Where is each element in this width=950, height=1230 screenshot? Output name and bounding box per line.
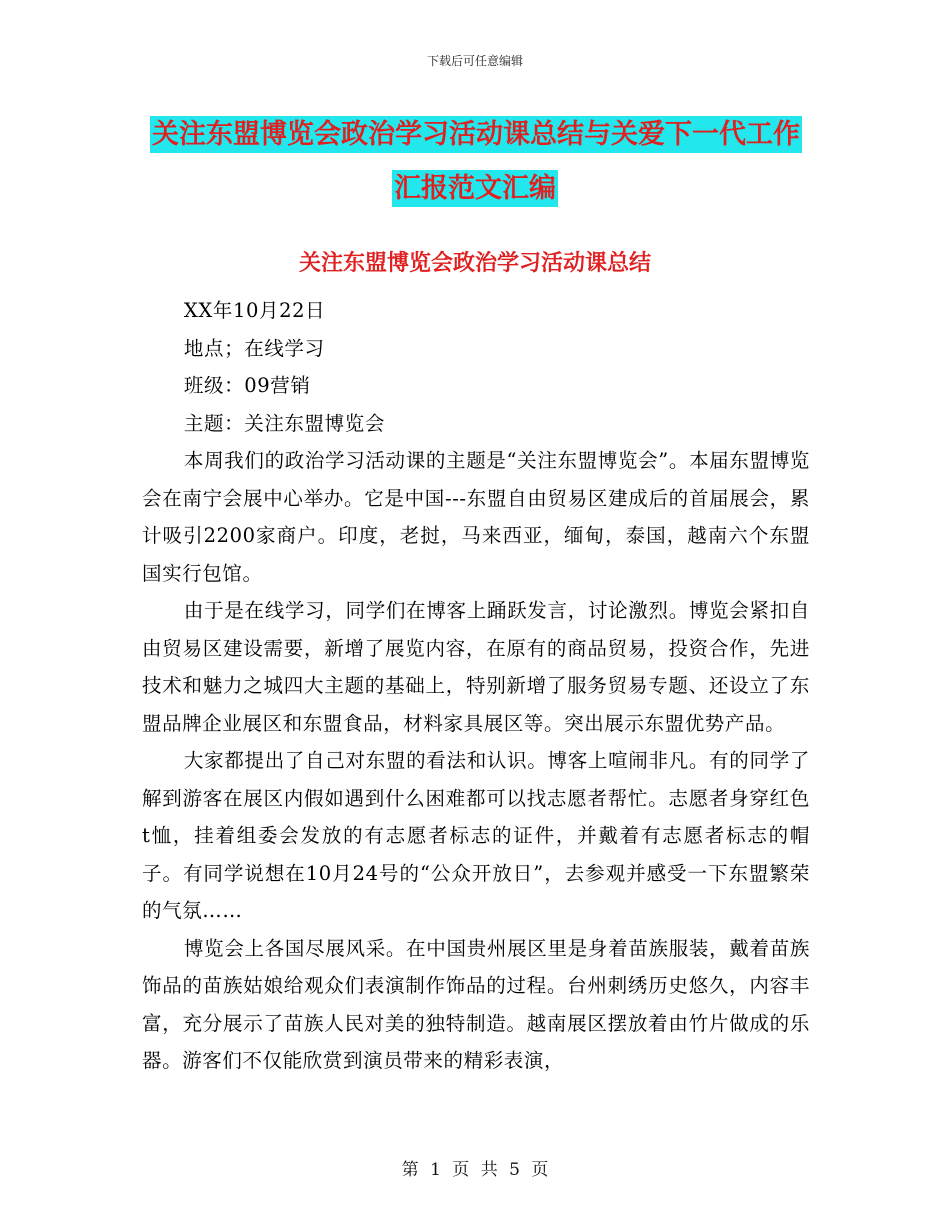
document-title — [150, 108, 800, 216]
document-title-text: 关注东盟博览会政治学习活动课总结与关爱下一代工作汇报范文汇编 — [150, 116, 802, 207]
document-body — [142, 292, 810, 1080]
meta-date: XX年10月22日 — [183, 299, 326, 322]
paragraph: 博览会上各国尽展风采。在中国贵州展区里是身着苗族服装，戴着苗族饰品的苗族姑娘给观众们表演制作饰品的过程。台州刺绣历史悠久，内容丰富，充分展示了苗族人民对美的独特制造。越南展区摆放着由竹片做成的乐器。游客们不仅能欣赏到演员带来的精彩表演， — [142, 936, 810, 1072]
paragraph: 本周我们的政治学习活动课的主题是“关注东盟博览会”。本届东盟博览会在南宁会展中心举办。它是中国---东盟自由贸易区建成后的首届展会，累计吸引2200家商户。印度，老挝，马来西亚，缅甸，泰国，越南六个东盟国实行包馆。 — [142, 449, 810, 585]
paragraph: 由于是在线学习，同学们在博客上踊跃发言，讨论激烈。博览会紧扣自由贸易区建设需要，新增了展览内容，在原有的商品贸易，投资合作，先进技术和魅力之城四大主题的基础上，特别新增了服务贸易专题、还设立了东盟品牌企业展区和东盟食品，材料家具展区等。突出展示东盟优势产品。 — [142, 599, 810, 735]
header-note: 下载后可任意编辑 — [426, 54, 523, 68]
meta-class: 班级：09营销 — [183, 374, 311, 397]
meta-location: 地点；在线学习 — [183, 336, 325, 360]
section-title: 关注东盟博览会政治学习活动课总结 — [298, 251, 651, 276]
page-number-footer: 第 1 页 共 5 页 — [401, 1160, 549, 1180]
paragraph: 大家都提出了自己对东盟的看法和认识。博客上喧闹非凡。有的同学了解到游客在展区内假如遇到什么困难都可以找志愿者帮忙。志愿者身穿红色t恤，挂着组委会发放的有志愿者标志的证件，并戴着有志愿者标志的帽子。有同学说想在10月24号的“公众开放日”，去参观并感受一下东盟繁荣的气氛…… — [142, 749, 810, 922]
meta-topic: 主题：关注东盟博览会 — [183, 411, 385, 435]
